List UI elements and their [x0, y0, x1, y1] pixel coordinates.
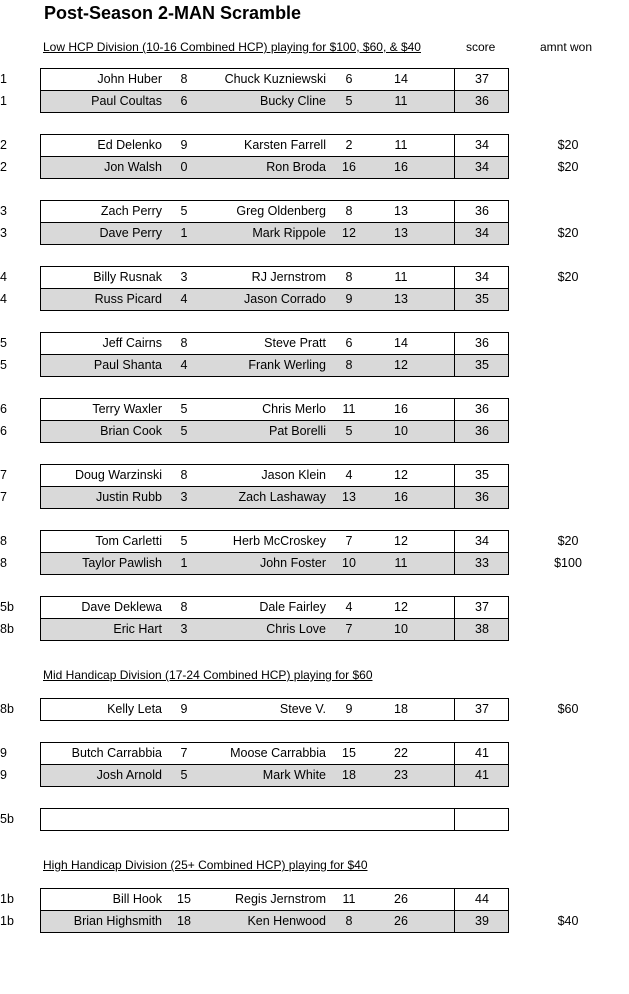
score-column-divider	[454, 765, 455, 786]
score-column-divider	[454, 809, 455, 830]
player-one-handicap: 5	[180, 534, 188, 548]
score-column-divider	[454, 743, 455, 765]
group-number: 9	[0, 746, 7, 760]
score-column-divider	[454, 619, 455, 640]
player-two-handicap: 6	[345, 72, 353, 86]
table-row	[0, 698, 629, 720]
score: 38	[475, 622, 489, 636]
player-two-name: Pat Borelli	[269, 424, 326, 438]
combined-handicap: 26	[394, 914, 408, 928]
row-cell-box	[40, 808, 509, 831]
player-one-handicap: 3	[180, 270, 188, 284]
player-one-handicap: 8	[180, 72, 188, 86]
table-row	[0, 420, 629, 442]
player-two-handicap: 18	[342, 768, 356, 782]
player-two-handicap: 4	[345, 468, 353, 482]
player-two-handicap: 11	[342, 892, 356, 906]
score-column-divider	[454, 597, 455, 619]
player-two-handicap: 8	[345, 270, 353, 284]
player-two-handicap: 5	[345, 94, 353, 108]
table-row	[0, 156, 629, 178]
player-two-name: Greg Oldenberg	[236, 204, 326, 218]
player-one-handicap: 1	[180, 226, 188, 240]
score: 37	[475, 72, 489, 86]
score-column-divider	[454, 69, 455, 91]
player-two-handicap: 8	[345, 914, 353, 928]
player-one-name: Russ Picard	[94, 292, 162, 306]
combined-handicap: 14	[394, 72, 408, 86]
player-one-name: Zach Perry	[100, 204, 162, 218]
score: 36	[475, 204, 489, 218]
score: 35	[475, 358, 489, 372]
score-column-divider	[454, 157, 455, 178]
page-title: Post-Season 2-MAN Scramble	[44, 3, 302, 23]
combined-handicap: 26	[394, 892, 408, 906]
group-number: 8	[0, 534, 7, 548]
score: 36	[475, 490, 489, 504]
table-row	[0, 486, 629, 508]
player-one-handicap: 9	[180, 138, 188, 152]
score: 34	[475, 160, 489, 174]
player-one-name: John Huber	[97, 72, 162, 86]
combined-handicap: 11	[394, 556, 408, 570]
player-one-handicap: 7	[180, 746, 188, 760]
combined-handicap: 13	[394, 292, 408, 306]
score-column-divider	[454, 889, 455, 911]
score-column-divider	[454, 91, 455, 112]
player-two-handicap: 13	[342, 490, 356, 504]
score-column-header: score	[466, 40, 496, 54]
player-one-handicap: 5	[180, 768, 188, 782]
combined-handicap: 13	[394, 204, 408, 218]
player-two-name: Herb McCroskey	[232, 534, 326, 548]
player-one-name: Josh Arnold	[96, 768, 162, 782]
player-one-handicap: 5	[180, 402, 188, 416]
group-number: 7	[0, 468, 7, 482]
score-column-divider	[454, 421, 455, 442]
score: 34	[475, 138, 489, 152]
score-column-divider	[454, 399, 455, 421]
player-one-name: Dave Perry	[99, 226, 162, 240]
score-column-divider	[454, 333, 455, 355]
player-two-name: Steve V.	[279, 702, 326, 716]
player-one-handicap: 3	[180, 490, 188, 504]
score: 34	[475, 534, 489, 548]
player-one-handicap: 8	[180, 600, 188, 614]
score: 33	[475, 556, 489, 570]
player-one-handicap: 9	[180, 702, 188, 716]
player-two-handicap: 16	[342, 160, 356, 174]
score: 39	[475, 914, 489, 928]
score: 41	[475, 746, 489, 760]
combined-handicap: 16	[394, 160, 408, 174]
player-two-name: Zach Lashaway	[238, 490, 326, 504]
player-two-name: Frank Werling	[248, 358, 326, 372]
player-one-handicap: 8	[180, 336, 188, 350]
player-one-handicap: 0	[180, 160, 188, 174]
group-number: 2	[0, 160, 7, 174]
amount-won: $20	[557, 226, 579, 240]
group-number: 9	[0, 768, 7, 782]
player-two-name: Ken Henwood	[247, 914, 326, 928]
player-one-handicap: 15	[177, 892, 191, 906]
group-number: 3	[0, 204, 7, 218]
player-one-name: Terry Waxler	[92, 402, 162, 416]
player-two-handicap: 9	[345, 292, 353, 306]
score-column-divider	[454, 289, 455, 310]
combined-handicap: 14	[394, 336, 408, 350]
player-two-handicap: 7	[345, 622, 353, 636]
score-column-divider	[454, 135, 455, 157]
player-one-handicap: 18	[177, 914, 191, 928]
score: 36	[475, 424, 489, 438]
player-one-name: Kelly Leta	[107, 702, 162, 716]
player-one-name: Ed Delenko	[97, 138, 162, 152]
player-two-name: Steve Pratt	[264, 336, 326, 350]
table-row	[0, 222, 629, 244]
group-number: 1b	[0, 892, 14, 906]
player-two-name: Jason Corrado	[244, 292, 326, 306]
score-column-divider	[454, 699, 455, 720]
table-row	[0, 288, 629, 310]
player-two-name: Mark White	[262, 768, 326, 782]
table-row	[0, 332, 629, 354]
score: 44	[475, 892, 489, 906]
group-number: 5	[0, 358, 7, 372]
combined-handicap: 10	[394, 424, 408, 438]
amount-won: $40	[557, 914, 579, 928]
combined-handicap: 12	[394, 468, 408, 482]
player-two-name: Karsten Farrell	[244, 138, 326, 152]
group-number: 3	[0, 226, 7, 240]
combined-handicap: 12	[394, 534, 408, 548]
table-row	[0, 618, 629, 640]
score-column-divider	[454, 911, 455, 932]
player-one-handicap: 8	[180, 468, 188, 482]
score: 34	[475, 270, 489, 284]
player-two-handicap: 8	[345, 204, 353, 218]
player-two-handicap: 15	[342, 746, 356, 760]
player-one-handicap: 1	[180, 556, 188, 570]
score-column-divider	[454, 201, 455, 223]
player-two-name: Chuck Kuzniewski	[224, 72, 326, 86]
player-two-name: Bucky Cline	[260, 94, 326, 108]
group-number: 6	[0, 424, 7, 438]
player-two-name: Moose Carrabbia	[230, 746, 326, 760]
player-one-handicap: 4	[180, 292, 188, 306]
amount-won: $20	[557, 270, 579, 284]
player-one-name: Dave Deklewa	[81, 600, 162, 614]
group-number: 6	[0, 402, 7, 416]
group-number: 1b	[0, 914, 14, 928]
group-number: 8	[0, 556, 7, 570]
player-one-name: Doug Warzinski	[74, 468, 162, 482]
player-two-name: John Foster	[259, 556, 326, 570]
player-two-name: Chris Merlo	[262, 402, 326, 416]
table-row	[0, 888, 629, 910]
player-two-handicap: 11	[342, 402, 356, 416]
amount-won-column-header: amnt won	[540, 40, 593, 54]
score: 37	[475, 702, 489, 716]
group-number: 8b	[0, 702, 14, 716]
table-row	[0, 742, 629, 764]
amount-won: $20	[557, 138, 579, 152]
player-two-handicap: 9	[345, 702, 353, 716]
table-row	[0, 808, 629, 830]
player-one-name: Billy Rusnak	[93, 270, 162, 284]
score: 35	[475, 292, 489, 306]
player-two-name: Dale Fairley	[259, 600, 326, 614]
group-number: 1	[0, 72, 7, 86]
combined-handicap: 11	[394, 138, 408, 152]
combined-handicap: 23	[394, 768, 408, 782]
group-number: 7	[0, 490, 7, 504]
combined-handicap: 16	[394, 490, 408, 504]
score: 37	[475, 600, 489, 614]
table-row	[0, 266, 629, 288]
player-two-handicap: 10	[342, 556, 356, 570]
score: 36	[475, 402, 489, 416]
player-two-handicap: 2	[345, 138, 353, 152]
table-row	[0, 764, 629, 786]
player-one-name: Paul Shanta	[93, 358, 162, 372]
amount-won: $60	[557, 702, 579, 716]
player-one-name: Butch Carrabbia	[71, 746, 162, 760]
group-number: 5b	[0, 812, 14, 826]
group-number: 8b	[0, 622, 14, 636]
player-one-name: Brian Highsmith	[73, 914, 162, 928]
player-two-name: Chris Love	[266, 622, 326, 636]
score-column-divider	[454, 531, 455, 553]
player-two-name: Jason Klein	[261, 468, 326, 482]
player-one-name: Bill Hook	[112, 892, 162, 906]
player-two-name: Ron Broda	[266, 160, 326, 174]
player-two-handicap: 6	[345, 336, 353, 350]
player-one-handicap: 6	[180, 94, 188, 108]
combined-handicap: 22	[394, 746, 408, 760]
player-two-handicap: 5	[345, 424, 353, 438]
combined-handicap: 11	[394, 94, 408, 108]
table-row	[0, 552, 629, 574]
table-row	[0, 354, 629, 376]
group-number: 5	[0, 336, 7, 350]
player-one-name: Taylor Pawlish	[82, 556, 162, 570]
score-column-divider	[454, 465, 455, 487]
player-one-name: Tom Carletti	[95, 534, 162, 548]
table-row	[0, 134, 629, 156]
score: 36	[475, 336, 489, 350]
score-column-divider	[454, 267, 455, 289]
division-heading-high: High Handicap Division (25+ Combined HCP) playing for $40	[43, 858, 368, 872]
table-row	[0, 596, 629, 618]
group-number: 4	[0, 292, 7, 306]
group-number: 2	[0, 138, 7, 152]
score-column-divider	[454, 487, 455, 508]
table-row	[0, 90, 629, 112]
division-heading-mid: Mid Handicap Division (17-24 Combined HCP) playing for $60	[43, 668, 373, 682]
group-number: 1	[0, 94, 7, 108]
score: 36	[475, 94, 489, 108]
player-one-name: Eric Hart	[113, 622, 162, 636]
player-two-name: Mark Rippole	[252, 226, 326, 240]
table-row	[0, 530, 629, 552]
score: 34	[475, 226, 489, 240]
combined-handicap: 13	[394, 226, 408, 240]
table-row	[0, 68, 629, 90]
player-two-name: RJ Jernstrom	[251, 270, 326, 284]
player-one-handicap: 5	[180, 424, 188, 438]
amount-won: $20	[557, 160, 579, 174]
player-one-name: Brian Cook	[100, 424, 162, 438]
combined-handicap: 10	[394, 622, 408, 636]
score-column-divider	[454, 355, 455, 376]
table-row	[0, 464, 629, 486]
score: 41	[475, 768, 489, 782]
player-one-name: Jeff Cairns	[102, 336, 162, 350]
player-one-name: Justin Rubb	[95, 490, 162, 504]
combined-handicap: 11	[394, 270, 408, 284]
table-row	[0, 398, 629, 420]
group-number: 5b	[0, 600, 14, 614]
player-two-handicap: 8	[345, 358, 353, 372]
player-one-handicap: 3	[180, 622, 188, 636]
combined-handicap: 12	[394, 358, 408, 372]
group-number: 4	[0, 270, 7, 284]
player-two-handicap: 7	[345, 534, 353, 548]
combined-handicap: 18	[394, 702, 408, 716]
combined-handicap: 12	[394, 600, 408, 614]
player-one-handicap: 4	[180, 358, 188, 372]
player-one-name: Jon Walsh	[104, 160, 162, 174]
amount-won: $100	[554, 556, 582, 570]
amount-won: $20	[557, 534, 579, 548]
player-one-name: Paul Coultas	[91, 94, 162, 108]
table-row	[0, 200, 629, 222]
combined-handicap: 16	[394, 402, 408, 416]
score: 35	[475, 468, 489, 482]
player-two-handicap: 12	[342, 226, 356, 240]
player-two-name: Regis Jernstrom	[235, 892, 326, 906]
table-row	[0, 910, 629, 932]
score-column-divider	[454, 223, 455, 244]
score-column-divider	[454, 553, 455, 574]
division-heading-low: Low HCP Division (10-16 Combined HCP) playing for $100, $60, & $40	[43, 40, 421, 54]
player-one-handicap: 5	[180, 204, 188, 218]
player-two-handicap: 4	[345, 600, 353, 614]
